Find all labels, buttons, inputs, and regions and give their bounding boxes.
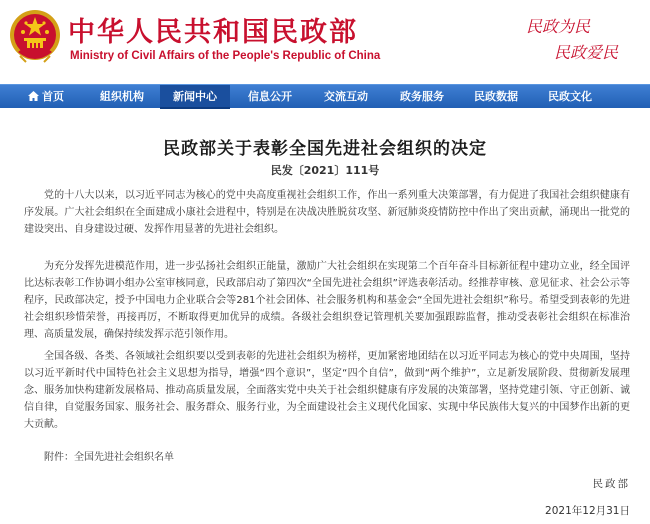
nav-item-data[interactable]: 民政数据 xyxy=(474,90,518,103)
site-name-english: Ministry of Civil Affairs of the People's Republic of China xyxy=(70,50,381,62)
nav-item-interaction[interactable]: 交流互动 xyxy=(324,90,368,103)
article-title: 民政部关于表彰全国先进社会组织的决定 xyxy=(163,139,487,159)
slogan-line-2: 民政爱民 xyxy=(554,43,619,62)
attachment-link[interactable]: 附件：全国先进社会组织名单 xyxy=(44,452,174,463)
nav-item-home[interactable] xyxy=(14,85,78,109)
nav-item-organization[interactable]: 組织机构 xyxy=(100,90,144,103)
slogan-line-1: 民政为民 xyxy=(526,17,591,36)
article-paragraph: 党的十八大以来，以习近平同志为核心的党中央高度重视社会组织工作，作出一系列重大决策部署，有力促进了我国社会组织健康有序发展。广大社会组织在全面建成小康社会进程中，特别是在决战决胜脱贫攻坚、新冠肺炎疫情防控中作出了突出贡献，涌现出一批党的建设突出、自身建设过硬、发挥作用显著的先进社会组织。 xyxy=(24,190,630,235)
nav-item-label: 首页 xyxy=(42,90,64,103)
document-signer: 民政部 xyxy=(592,478,630,490)
nav-item-news-center[interactable]: 新闻中心 xyxy=(160,85,230,109)
nav-item-info-disclosure[interactable]: 信息公开 xyxy=(248,90,292,103)
article-paragraph: 为充分发挥先进模范作用，进一步弘扬社会组织正能量，激励广大社会组织在实现第二个百年奋斗目标新征程中建功立业，经全国评比达标表彰工作协调小组办公室审核同意，民政部启动了第四次“全国先进社会组织”评选表彰活动。经推荐审核、意见征求、社会公示等程序，民政部决定，授予中国电力企业联合会等281个社会团体、社会服务机构和基金会“全国先进社会组织”称号。希望受到表彰的先进社会组织珍惜荣誉，再接再厉，不断取得更加优异的成绩。各级社会组织登记管理机关要加强跟踪监督，推动受表彰社会组织在标准治理、高质量发展，确保持续发挥示范引领作用。 xyxy=(24,261,630,340)
nav-item-gov-services[interactable]: 政务服务 xyxy=(400,90,444,103)
home-icon xyxy=(28,91,39,101)
site-header xyxy=(0,0,650,84)
article-paragraph: 全国各级、各类、各领域社会组织要以受到表彰的先进社会组织为榜样，更加紧密地团结在以习近平同志为核心的党中央周围，坚持以习近平新时代中国特色社会主义思想为指导，增强“四个意识”，坚定“四个自信”，做到“两个维护”，立足新发展阶段、贯彻新发展理念、服务加快构建新发展格局、推动高质量发展，全面落实党中央关于社会组织健康有序发展的决策部署，坚持党建引领、守正创新、诚信自律，自觉服务国家、服务社会、服务群众、服务行业，为全面建设社会主义现代化国家、实现中华民族伟大复兴的中国梦作出新的更大贡献。 xyxy=(24,351,630,430)
slogan xyxy=(526,14,636,70)
nav-item-culture[interactable]: 民政文化 xyxy=(548,90,592,103)
national-emblem-icon[interactable] xyxy=(8,8,62,66)
main-nav xyxy=(0,84,650,108)
document-date: 2021年12月31日 xyxy=(545,505,630,517)
site-name[interactable]: 中华人民共和国民政部 xyxy=(68,17,358,48)
document-number: 民发〔2021〕111号 xyxy=(270,164,380,177)
